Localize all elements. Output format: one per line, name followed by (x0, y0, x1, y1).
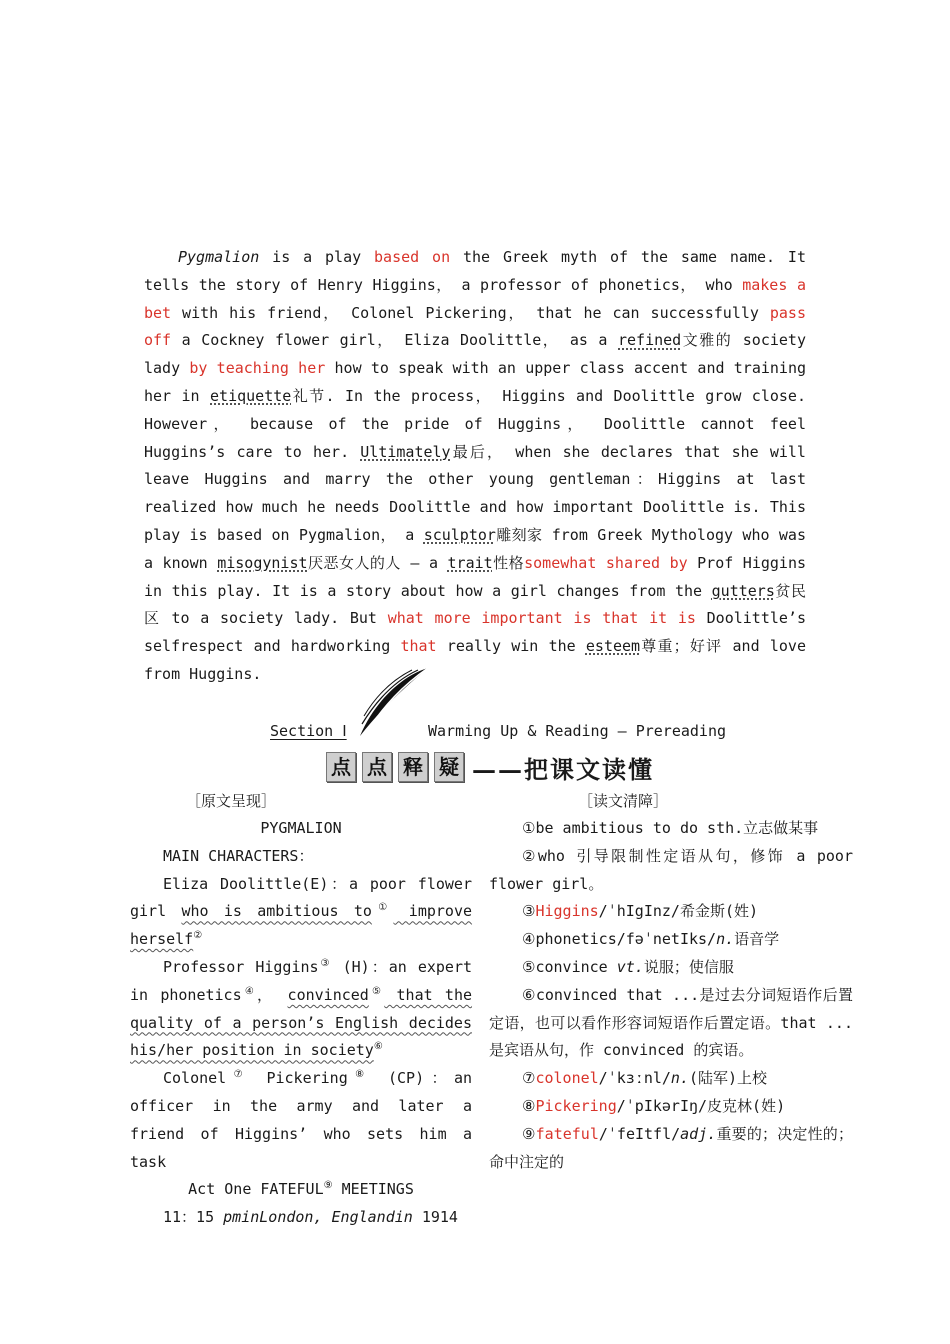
vocab-gloss: 尊重；好评 (640, 637, 723, 656)
text-run: n. (670, 1069, 689, 1088)
act-title (130, 1176, 472, 1204)
text-run: ④phonetics/fəˈnetIks/ (522, 930, 717, 949)
text-run: the Greek myth of the same name. It tells the story of Henry Higgins， a professor of phonetics， who (144, 248, 806, 294)
vocab-word: trait (447, 553, 493, 572)
text-run: to a society lady. But (160, 609, 388, 628)
note-ref: ③ (318, 957, 332, 969)
text-run: Prof Higgins in this play. It is a story about how a girl changes from the (144, 553, 807, 600)
section-title: Warming Up & Reading — Prereading (428, 722, 727, 740)
vocab-gloss: 雕刻家 (495, 525, 543, 544)
text-run: 重要的；决定性的；命中注定的 (489, 1124, 853, 1171)
text-run: Eliza Doolittle(E)：a poor flower girl (130, 874, 472, 921)
text-run: ， (257, 985, 288, 1004)
text-run: Pickering (250, 1069, 348, 1088)
vocab-gloss: 礼节 (291, 386, 326, 405)
text-run: from Greek Mythology who was a known (144, 525, 806, 572)
text-run: n. (716, 930, 735, 949)
character-eliza (130, 871, 472, 954)
vocab-word: Ultimately (360, 442, 451, 461)
note-headword: colonel (535, 1069, 599, 1088)
note-9 (489, 1121, 853, 1177)
note-ref: ⑥ (373, 1041, 383, 1053)
note-headword: fateful (535, 1124, 599, 1143)
vocab-word: misogynist (217, 553, 308, 572)
vocab-gloss: 最后 (450, 442, 487, 461)
section-label: Section Ⅰ (270, 722, 347, 740)
note-6: ⑥convinced that ...是过去分词短语作后置定语，也可以看作形容词短语作后置定语。that ...是宾语从句，作 convinced 的宾语。 (489, 985, 853, 1060)
play-title: PYGMALION (260, 819, 342, 837)
note-7 (489, 1065, 853, 1093)
vocab-gloss: 性格 (492, 553, 525, 572)
vocab-gloss: 贫民区 (144, 581, 806, 628)
text-run: a Cockney flower girl， Eliza Doolittle， as a (171, 331, 618, 350)
text-run: (H)：an expert in phonetics (130, 957, 473, 1004)
phrase-highlight: based on (374, 248, 451, 266)
text-run: /ˈpIkərIŋ/皮克林(姓) (616, 1096, 786, 1115)
text-run: 说服；使信服 (643, 957, 734, 976)
phrase-highlight: by teaching her (189, 359, 326, 378)
text-run: society lady (144, 331, 806, 378)
phrase-highlight: that (400, 637, 437, 656)
text-run: ⑧ (522, 1096, 536, 1115)
notes-column (489, 815, 853, 1176)
note-ref: ① (371, 902, 394, 914)
vocab-word: gutters (711, 581, 775, 600)
annotated-phrase: that the quality of a person’s English decides his/her position in society (130, 985, 473, 1060)
text-run: vt. (616, 957, 644, 976)
annotated-phrase: who is ambitious to (181, 902, 372, 921)
note-3 (489, 898, 853, 926)
vocab-gloss: 文雅的 (681, 331, 733, 350)
section-banner (326, 750, 654, 784)
text-run: and love from Huggins. (144, 637, 806, 683)
phrase-highlight: somewhat shared by (524, 553, 688, 572)
note-ref: ⑧ (347, 1069, 372, 1081)
vocab-word: etiquette (210, 386, 292, 405)
text-run: /ˈhIgInz/希金斯(姓) (598, 902, 759, 921)
note-4 (489, 926, 853, 954)
text-run: 1914 (412, 1208, 458, 1227)
scene-time (130, 1204, 472, 1232)
text-run: Professor Higgins (163, 957, 319, 976)
section-header (270, 664, 730, 746)
note-ref: ⑨ (323, 1180, 333, 1192)
banner-badge: 释 (398, 752, 428, 782)
text-run: — a (400, 553, 448, 572)
vocab-word: refined (618, 331, 682, 350)
note-1: ①be ambitious to do sth.立志做某事 (522, 819, 819, 837)
banner-badge: 疑 (434, 752, 464, 782)
banner-badge: 点 (326, 752, 356, 782)
original-text-column (130, 815, 472, 1232)
note-ref: ④ (241, 985, 258, 997)
play-name: Pygmalion (178, 248, 260, 266)
note-headword: Pickering (535, 1096, 617, 1115)
text-run: (CP)：an officer in the army and later a friend of Higgins’ who sets him a task (130, 1069, 473, 1171)
character-higgins (130, 954, 472, 1065)
text-run: ⑨ (522, 1124, 536, 1143)
text-run: MEETINGS (332, 1180, 414, 1199)
text-run: (陆军)上校 (688, 1069, 768, 1088)
text-run: is a play (259, 248, 375, 266)
text-run: /ˈkɜːnl/ (598, 1069, 671, 1088)
text-run: ⑦ (522, 1069, 536, 1088)
note-headword: Higgins (535, 902, 599, 921)
original-text-heading: ［原文呈现］ (186, 792, 277, 810)
characters-label: MAIN CHARACTERS： (163, 846, 314, 865)
notes-heading: ［读文清障］ (578, 792, 669, 810)
text-run: ， when she declares that she will leave Huggins and marry the other young gentleman：Higgins at last realized how much he needs Doolittle and how important Doolittle is. This play is based on Pygmalion， a (144, 442, 806, 544)
annotated-phrase: improve herself (130, 902, 473, 949)
text-run: . In the process， Higgins and Doolittle grow close. However， because of the pride of Huggins， Doolittle cannot feel Huggins’s care to her. (144, 386, 806, 461)
text-run: how to speak with an upper class accent and training her in (144, 359, 806, 405)
feather-icon (356, 664, 432, 738)
text-run: with his friend， Colonel Pickering， that he can successfully (171, 303, 770, 322)
note-ref: ⑦ (226, 1069, 251, 1081)
vocab-word: sculptor (423, 525, 496, 544)
vocab-gloss: 厌恶女人的人 (307, 553, 401, 572)
text-run: pminLondon, Englandin (223, 1208, 413, 1227)
phrase-highlight: makes a bet (144, 275, 806, 322)
text-run: ⑤convince (522, 957, 617, 976)
text-run: Doolittle’s selfrespect and hardworking (144, 609, 806, 656)
text-run: 语音学 (734, 930, 780, 949)
character-colonel (130, 1065, 472, 1176)
banner-badge: 点 (362, 752, 392, 782)
text-run: Colonel (163, 1069, 227, 1088)
vocab-word: esteem (585, 637, 641, 656)
intro-text (144, 244, 806, 689)
text-run: 11：15 (163, 1208, 224, 1227)
text-run: ③ (522, 902, 536, 921)
annotated-phrase: convinced (287, 985, 369, 1004)
text-run: Act One FATEFUL (188, 1180, 324, 1199)
note-2: ②who 引导限制性定语从句，修饰 a poor flower girl。 (489, 846, 853, 893)
phrase-highlight: what more important is that it is (387, 609, 696, 628)
text-run: really win the (436, 637, 586, 656)
text-run: /ˈfeItfl/ (598, 1124, 681, 1143)
phrase-highlight: pass off (144, 303, 806, 350)
note-ref: ⑤ (368, 985, 385, 997)
banner-title: ——把课文读懂 (472, 754, 654, 784)
text-run: adj. (680, 1124, 717, 1143)
note-5 (489, 954, 853, 982)
intro-paragraph (144, 244, 806, 689)
note-8 (489, 1093, 853, 1121)
note-ref: ② (193, 930, 203, 942)
